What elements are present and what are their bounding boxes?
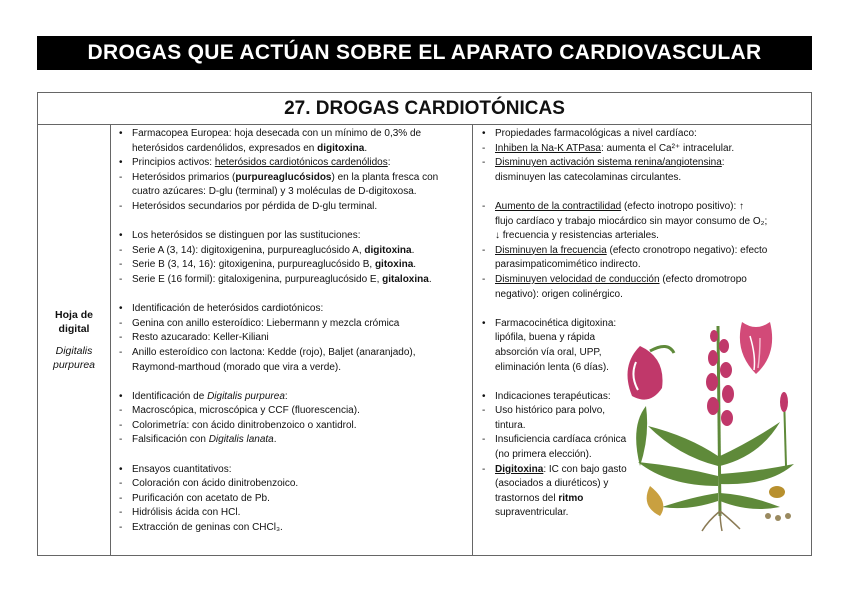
text-span: Los heterósidos se distinguen por las sustituciones: [132, 230, 361, 242]
text-span: Anillo esteroídico con lactona: Kedde (rojo), Baljet (anaranjado), [132, 346, 416, 358]
list-item: • Identificación de Digitalis purpurea: [116, 390, 466, 405]
text-span: - [482, 463, 486, 475]
list-item [116, 302, 466, 317]
text-span: absorción vía oral, UPP, [495, 346, 602, 358]
text-span: - [119, 244, 123, 256]
text-span: Heterósidos secundarios por pérdida de D-glu terminal. [132, 200, 378, 212]
text-span: lipófila, buena y rápida [495, 332, 596, 344]
text-span: ritmo [558, 492, 584, 504]
list-item [479, 200, 805, 215]
text-span: - [119, 419, 123, 431]
text-span: Disminuyen velocidad de conducción [495, 273, 660, 285]
text-span: - [119, 332, 123, 344]
text-span: Hidrólisis ácida con HCl. [132, 507, 241, 519]
list-item [116, 477, 466, 492]
text-span: negativo): origen colinérgico. [495, 288, 623, 300]
text-span: - [482, 273, 486, 285]
bullet-icon: • [119, 463, 123, 475]
list-item [116, 346, 466, 361]
text-span: - [119, 317, 123, 329]
text-span [116, 215, 466, 230]
text-line [116, 185, 466, 200]
text-span: - [482, 244, 486, 256]
list-item [116, 492, 466, 507]
bullet-icon: • [482, 390, 486, 402]
text-span: tintura. [495, 419, 526, 431]
text-span: - [119, 259, 123, 271]
text-span: Digitalis purpurea [207, 390, 285, 402]
bullet-icon: • [482, 128, 486, 139]
bullet-icon: • [119, 128, 123, 139]
text-span: - [482, 200, 486, 212]
text-line [479, 215, 805, 230]
bullet-icon: • [119, 303, 123, 315]
drug-species: Digitalis purpurea [52, 345, 96, 371]
text-line [479, 258, 805, 273]
list-item [116, 404, 466, 419]
list-item [116, 419, 466, 434]
text-span: - [119, 405, 123, 417]
list-item: - Disminuyen activación sistema renina/angiotensina: [479, 156, 805, 171]
text-span: Serie E (16 formil): gitaloxigenina, purpureaglucósido E, [132, 273, 383, 285]
text-span: eliminación lenta (6 días). [495, 361, 609, 373]
text-span [479, 302, 805, 317]
bullet-icon: • [119, 230, 123, 242]
text-span: Principios activos: [132, 157, 215, 169]
text-span: heterósidos cardenólidos, expresados en [132, 142, 318, 154]
text-span: Colorimetría: con ácido dinitrobenzoico o xantidrol. [132, 419, 357, 431]
text-span: - [119, 507, 123, 519]
text-span: Digitalis lanata [208, 434, 274, 446]
text-span: : IC con bajo gasto [543, 463, 627, 475]
text-span: (asociados a diuréticos) y [495, 478, 609, 490]
text-line [479, 171, 805, 186]
text-span: Resto azucarado: Keller-Kiliani [132, 332, 269, 344]
text-span: digitoxina [317, 142, 365, 154]
list-item [479, 273, 805, 288]
text-span: (efecto inotropo positivo): ↑ [621, 200, 745, 212]
text-span: Disminuyen activación sistema renina/angiotensina [495, 157, 722, 169]
text-span: Identificación de [132, 390, 208, 402]
bullet-icon: • [119, 390, 123, 402]
page-banner: DROGAS QUE ACTÚAN SOBRE EL APARATO CARDIOVASCULAR [37, 36, 812, 70]
text-line: heterósidos cardenólidos, expresados en digitoxina. [132, 142, 368, 154]
list-item [479, 142, 805, 157]
text-span: disminuyen las catecolaminas circulantes. [495, 171, 682, 183]
text-span [116, 375, 466, 390]
text-span [479, 185, 805, 200]
list-item: - Serie B (3, 14, 16): gitoxigenina, purpureaglucósido B, gitoxina. [116, 258, 466, 273]
text-span: - [119, 171, 123, 183]
text-span: - [119, 478, 123, 490]
text-span: Farmacocinética digitoxina: [495, 317, 617, 329]
text-span: Extracción de geninas con CHCl₃. [132, 522, 283, 534]
text-span: flujo cardíaco y trabajo miocárdico sin mayor consumo de O₂; [495, 215, 768, 227]
text-span: Uso histórico para polvo, [495, 405, 606, 417]
text-span: trastornos del [495, 492, 559, 504]
text-span: - [482, 405, 486, 417]
list-item [479, 244, 805, 259]
list-item [116, 317, 466, 332]
text-span: Aumento de la contractilidad [495, 200, 622, 212]
text-line [479, 229, 805, 244]
text-span: - [119, 522, 123, 534]
text-span: gitaloxina [382, 273, 429, 285]
text-span [116, 448, 466, 463]
text-span: heterósidos cardiotónicos cardenólidos [214, 157, 388, 169]
text-span: - [119, 492, 123, 504]
text-span: - [119, 434, 123, 446]
text-span: Serie A (3, 14): digitoxigenina, purpureaglucósido A, [132, 244, 365, 256]
text-span: Identificación de heterósidos cardiotónicos: [132, 303, 324, 315]
list-item: - Falsificación con Digitalis lanata. [116, 433, 466, 448]
text-span: digitoxina [364, 244, 412, 256]
text-span: Macroscópica, microscópica y CCF (fluorescencia). [132, 405, 360, 417]
drug-name: Hoja de digital [55, 309, 93, 335]
text-span: Inhiben la Na-K ATPasa [495, 142, 601, 154]
text-span: supraventricular. [495, 507, 569, 519]
list-item: - Serie A (3, 14): digitoxigenina, purpureaglucósido A, digitoxina. [116, 244, 466, 259]
text-span: (efecto cronotropo negativo): efecto [606, 244, 768, 256]
list-item [116, 127, 466, 142]
text-span: Ensayos cuantitativos: [132, 463, 232, 475]
section-title: 27. DROGAS CARDIOTÓNICAS [38, 93, 811, 125]
text-span: - [482, 142, 486, 154]
text-span: gitoxina [374, 259, 414, 271]
list-item [116, 463, 466, 478]
description-cell [110, 125, 473, 555]
text-span: Farmacopea Europea: hoja desecada con un mínimo de 0,3% de [132, 128, 422, 139]
text-span: Raymond-marthoud (morado que vira a verde). [132, 361, 341, 373]
text-span: Purificación con acetato de Pb. [132, 492, 270, 504]
list-item [479, 127, 805, 142]
text-span: Serie B (3, 14, 16): gitoxigenina, purpureaglucósido B, [132, 259, 375, 271]
drug-name-cell [38, 125, 111, 555]
text-span: parasimpaticomimético indirecto. [495, 259, 641, 271]
list-item [116, 506, 466, 521]
text-span: cuatro azúcares: D-glu (terminal) y 3 moléculas de D-digitoxosa. [132, 186, 417, 198]
text-span: Falsificación con [132, 434, 209, 446]
text-span: - [119, 273, 123, 285]
digitalis-plant-illustration [610, 316, 810, 532]
text-span: - [482, 157, 486, 169]
text-span: - [119, 200, 123, 212]
list-item: • Principios activos: heterósidos cardiotónicos cardenólidos: [116, 156, 466, 171]
bullet-icon: • [482, 317, 486, 329]
list-item [116, 171, 466, 186]
text-span: ) en la planta fresca con [331, 171, 439, 183]
text-span: (efecto dromotropo [659, 273, 747, 285]
list-item [116, 229, 466, 244]
text-span: Genina con anillo esteroídico: Liebermann y mezcla crómica [132, 317, 400, 329]
text-span: purpureaglucósidos [235, 171, 332, 183]
list-item [116, 521, 466, 536]
text-span: Disminuyen la frecuencia [495, 244, 607, 256]
text-span: - [482, 434, 486, 446]
list-item [116, 200, 466, 215]
text-span: Digitoxina [495, 463, 544, 475]
text-span: ↓ frecuencia y resistencias arteriales. [495, 230, 659, 242]
text-line [479, 288, 805, 303]
text-span: : aumenta el Ca²⁺ intracelular. [601, 142, 735, 154]
text-span: Propiedades farmacológicas a nivel cardíaco: [495, 128, 697, 139]
text-span: Insuficiencia cardíaca crónica [495, 434, 627, 446]
list-item [116, 331, 466, 346]
text-span: (no primera elección). [495, 449, 592, 461]
text-span: - [119, 346, 123, 358]
text-span: Heterósidos primarios ( [132, 171, 236, 183]
list-item: - Serie E (16 formil): gitaloxigenina, purpureaglucósido E, gitaloxina. [116, 273, 466, 288]
bullet-icon: • [119, 157, 123, 169]
text-span: Coloración con ácido dinitrobenzoico. [132, 478, 299, 490]
text-span: Indicaciones terapéuticas: [495, 390, 611, 402]
text-line [116, 361, 466, 376]
text-span [116, 288, 466, 303]
